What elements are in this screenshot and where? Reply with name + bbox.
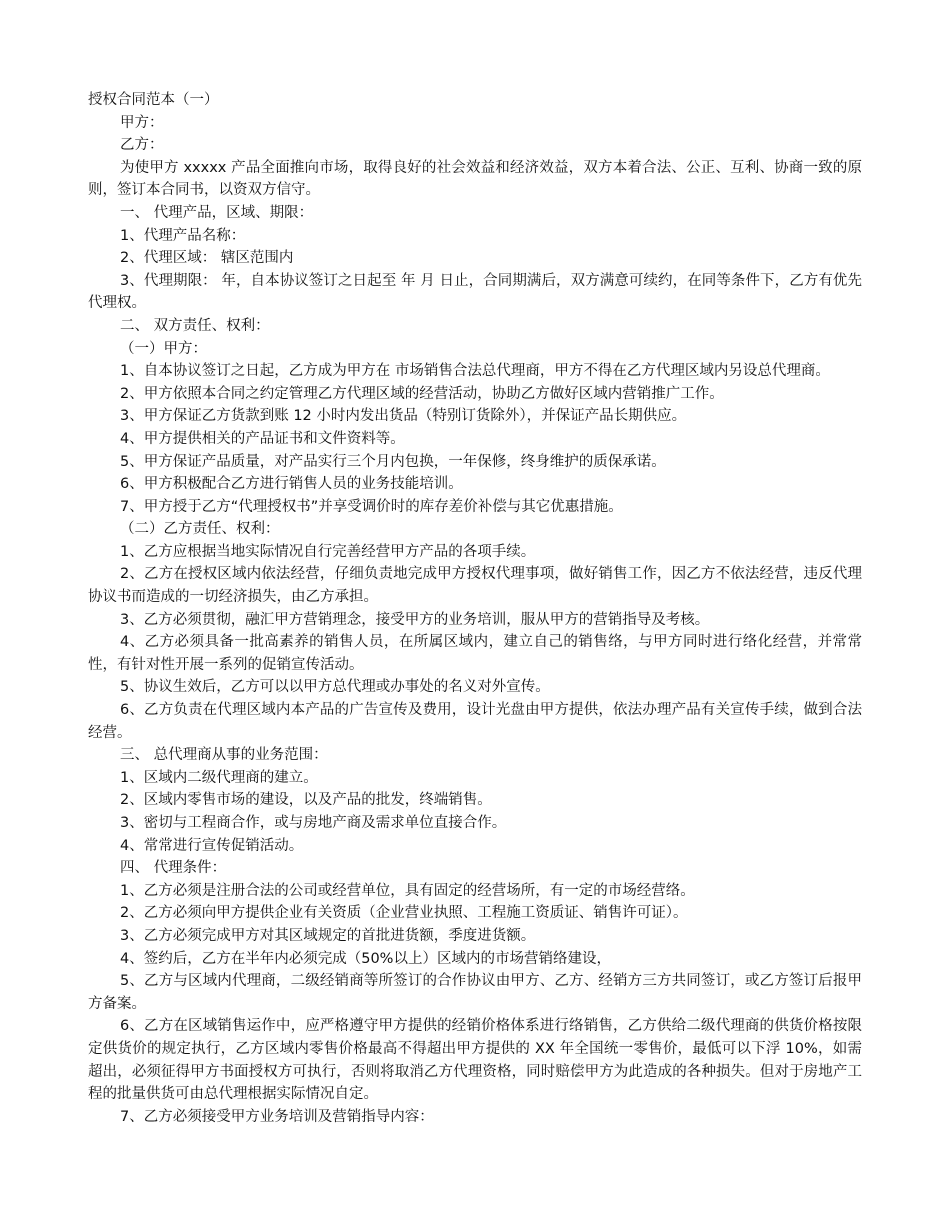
- paragraph: 2、代理区域： 辖区范围内: [120, 250, 294, 267]
- paragraph: 3、密切与工程商合作，或与房地产商及需求单位直接合作。: [120, 815, 507, 831]
- paragraph: 甲方：: [120, 114, 164, 131]
- paragraph: 2、乙方必须向甲方提供企业有关资质（企业营业执照、工程施工资质证、销售许可证）。: [120, 905, 688, 922]
- paragraph: 1、乙方应根据当地实际情况自行完善经营甲方产品的各项手续。: [120, 543, 536, 560]
- paragraph: 7、乙方必须接受甲方业务培训及营销指导内容：: [120, 1108, 434, 1125]
- paragraph-list: [88, 112, 862, 1129]
- paragraph: 6、乙方负责在代理区域内本产品的广告宣传及费用，设计光盘由甲方提供，依法办理产品有关宣传手续，做到合法经营。: [88, 702, 862, 741]
- paragraph: 1、代理产品名称：: [120, 227, 246, 244]
- paragraph: 4、常常进行宣传促销活动。: [120, 837, 304, 854]
- paragraph: 3、乙方必须完成甲方对其区域规定的首批进货额，季度进货额。: [120, 927, 536, 944]
- paragraph: 三、 总代理商从事的业务范围：: [120, 747, 328, 764]
- paragraph: （一）甲方：: [120, 340, 207, 357]
- paragraph: 6、乙方在区域销售运作中，应严格遵守甲方提供的经销价格体系进行络销售，乙方供给二级代理商的供货价格按限定供货价的规定执行，乙方区域内零售价格最高不得超出甲方提供的 XX 年全国统一零售价，最低可以下浮 10%，如需超出，必须征得甲方书面授权方可执行，否则将取消乙方代理资格，同时赔偿甲方为此造成的各种损失。但对于房地产工程的批量供货可由总代理根据实际情况自定。: [88, 1018, 862, 1103]
- paragraph: 5、协议生效后，乙方可以以甲方总代理或办事处的名义对外宣传。: [120, 679, 550, 696]
- paragraph: （二）乙方责任、权利：: [120, 521, 280, 538]
- paragraph: 四、 代理条件：: [120, 860, 227, 877]
- paragraph: 为使甲方 xxxxx 产品全面推向市场，取得良好的社会效益和经济效益，双方本着合法、公正、互利、协商一致的原则，签订本合同书，以资双方信守。: [88, 159, 862, 199]
- paragraph: 1、乙方必须是注册合法的公司或经营单位，具有固定的经营场所，有一定的市场经营络。: [120, 882, 695, 899]
- paragraph: 乙方：: [120, 137, 164, 154]
- paragraph: 4、乙方必须具备一批高素养的销售人员，在所属区域内，建立自己的销售络，与甲方同时进行络化经营，并常常性，有针对性开展一系列的促销宣传活动。: [88, 634, 862, 673]
- paragraph: 一、 代理产品，区域、期限：: [120, 204, 314, 221]
- paragraph: 2、甲方依照本合同之约定管理乙方代理区域的经营活动，协助乙方做好区域内营销推广工作。: [120, 385, 724, 402]
- paragraph: 4、签约后，乙方在半年内必须完成（50%以上）区域内的市场营销络建设，: [120, 950, 611, 967]
- paragraph: 3、乙方必须贯彻，融汇甲方营销理念，接受甲方的业务培训，服从甲方的营销指导及考核。: [120, 611, 710, 628]
- paragraph: 3、甲方保证乙方货款到账 12 小时内发出货品（特别订货除外），并保证产品长期供应。: [120, 408, 687, 425]
- paragraph: 6、甲方积极配合乙方进行销售人员的业务技能培训。: [120, 476, 463, 493]
- paragraph: 1、区域内二级代理商的建立。: [120, 769, 318, 786]
- paragraph: 4、甲方提供相关的产品证书和文件资料等。: [120, 430, 405, 447]
- paragraph: 7、甲方授于乙方“代理授权书”并享受调价时的库存差价补偿与其它优惠措施。: [120, 498, 623, 515]
- document-body: [88, 89, 862, 1128]
- paragraph: 5、甲方保证产品质量，对产品实行三个月内包换，一年保修，终身维护的质保承诺。: [120, 453, 666, 470]
- paragraph: 5、乙方与区域内代理商，二级经销商等所签订的合作协议由甲方、乙方、经销方三方共同签订，或乙方签订后报甲方备案。: [88, 973, 862, 1012]
- paragraph: 2、乙方在授权区域内依法经营，仔细负责地完成甲方授权代理事项，做好销售工作，因乙方不依法经营，违反代理协议书而造成的一切经济损失，由乙方承担。: [88, 566, 862, 606]
- paragraph: 3、代理期限： 年，自本协议签订之日起至 年 月 日止，合同期满后，双方满意可续约，在同等条件下，乙方有优先代理权。: [88, 272, 862, 312]
- paragraph: 二、 双方责任、权利：: [120, 317, 270, 334]
- paragraph: 2、区域内零售市场的建设，以及产品的批发，终端销售。: [120, 792, 492, 809]
- paragraph: 1、自本协议签订之日起，乙方成为甲方在 市场销售合法总代理商，甲方不得在乙方代理区域内另设总代理商。: [120, 363, 830, 380]
- document-title: 授权合同范本（一）: [88, 92, 219, 108]
